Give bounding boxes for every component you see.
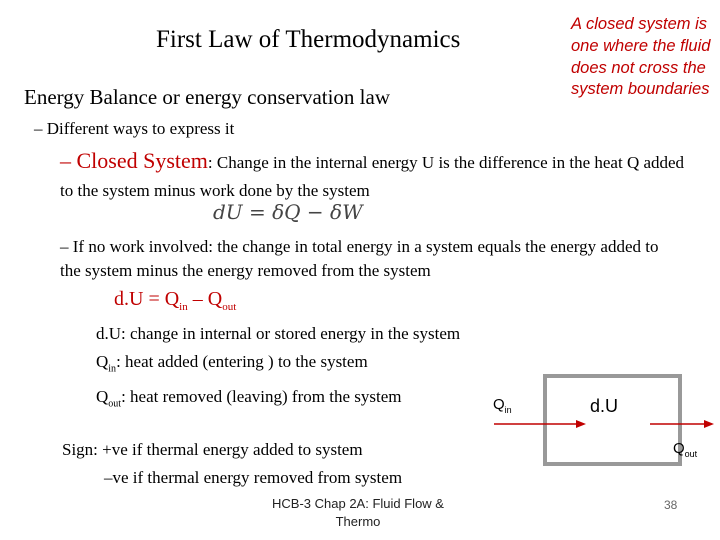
ways-bullet: – Different ways to express it (34, 119, 235, 138)
closed-system-note: A closed system is one where the fluid does not cross the system boundaries (571, 15, 711, 99)
qin-arrowhead (576, 420, 586, 428)
def-qin: $Q_{in}$: heat added (entering ) to the system (96, 352, 368, 375)
diagram-qin-label: $Q_{in}$ (493, 396, 512, 415)
closed-system-text: : Change in the internal energy U is the difference in the heat Q added to the system minus work done by the system (60, 153, 685, 200)
page-number: 38 (664, 498, 678, 512)
eq2-minus: – Q (187, 288, 223, 310)
diagram-du-label: d.U (590, 396, 619, 416)
equation-du: dU = δQ − δW (213, 200, 363, 224)
eq2-in-sub: in (179, 301, 188, 313)
no-work-bullet: – If no work involved: the change in total energy in a system equals the energy added to the system minus the energy removed from the system (60, 237, 659, 280)
diagram-qout-label: $Q_{out}$ (673, 440, 698, 459)
sign-line-1: Sign: +ve if thermal energy added to system (62, 440, 363, 459)
eq2-out-sub: out (222, 301, 237, 313)
eq2-lhs: d.U = Q (114, 288, 180, 310)
def-qout: $Q_{out}$: heat removed (leaving) from the system (96, 387, 402, 410)
qout-arrowhead (704, 420, 714, 428)
system-boundary-box (545, 376, 680, 464)
closed-dash: – (60, 148, 77, 173)
closed-system-label: Closed System (76, 148, 208, 173)
energy-balance-heading: Energy Balance or energy conservation law (24, 85, 391, 109)
footer: HCB-3 Chap 2A: Fluid Flow & Thermo (272, 496, 444, 529)
sign-line-2: –ve if thermal energy removed from system (104, 468, 403, 487)
def-du: d.U: change in internal or stored energy in the system (96, 324, 461, 343)
page-title: First Law of Thermodynamics (156, 26, 461, 53)
